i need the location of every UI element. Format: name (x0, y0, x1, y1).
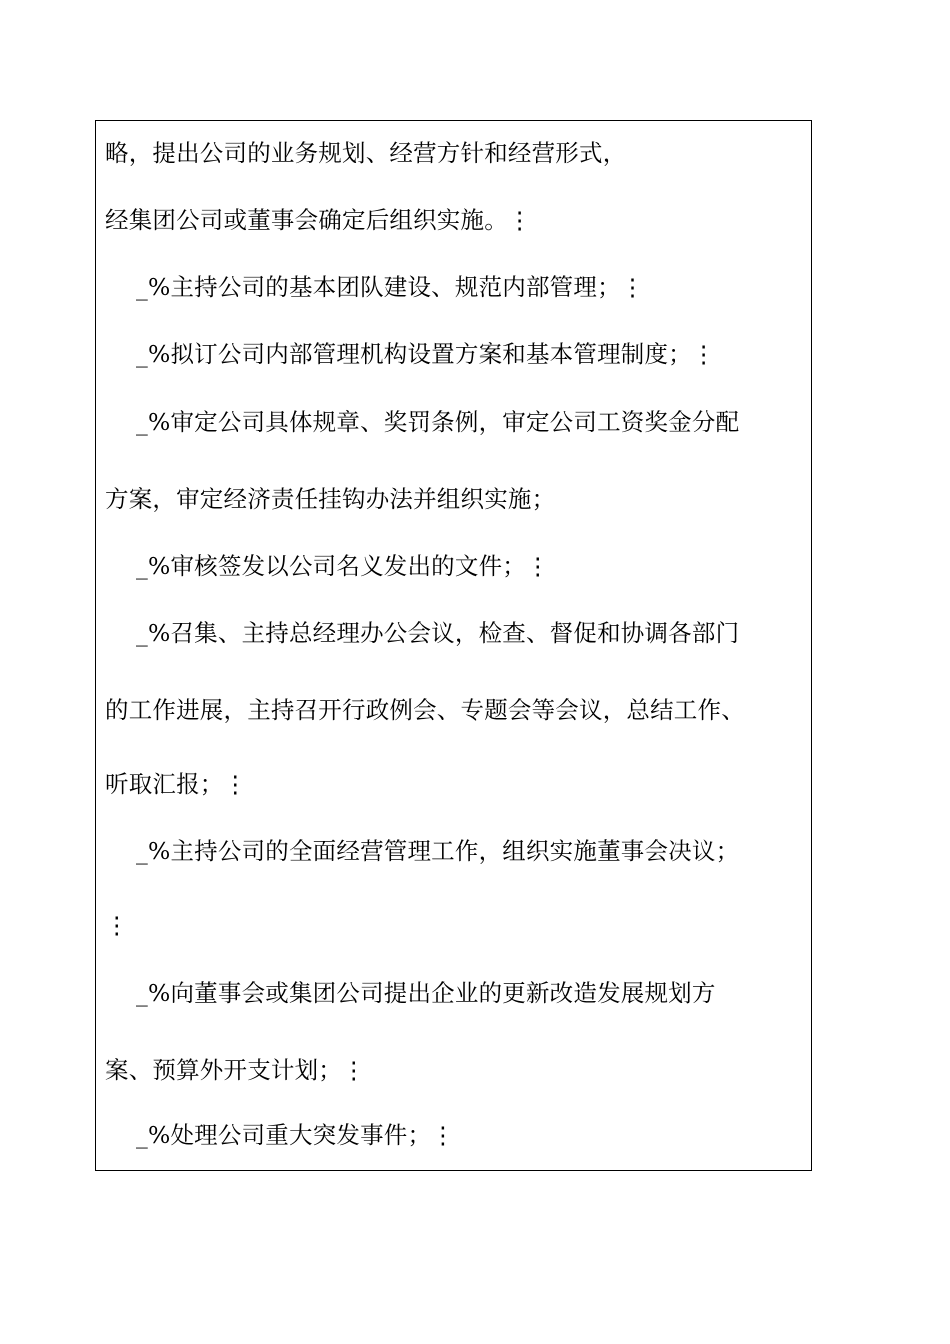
text-line: ⋮ (105, 911, 129, 939)
text-line: _%审核签发以公司名义发出的文件；⋮ (136, 552, 550, 580)
text-line: 听取汇报；⋮ (105, 770, 248, 798)
document-frame (95, 120, 812, 1171)
text-line: 方案，审定经济责任挂钩办法并组织实施； (105, 485, 556, 513)
text-line: 略，提出公司的业务规划、经营方针和经营形式， (105, 139, 627, 167)
text-line: _%主持公司的全面经营管理工作，组织实施董事会决议； (136, 837, 740, 865)
text-line: _%审定公司具体规章、奖罚条例，审定公司工资奖金分配 (136, 408, 740, 436)
text-line: _%处理公司重大突发事件；⋮ (136, 1121, 455, 1149)
text-line: 经集团公司或董事会确定后组织实施。⋮ (105, 206, 532, 234)
text-line: _%召集、主持总经理办公会议，检查、督促和协调各部门 (136, 619, 740, 647)
text-line: _%拟订公司内部管理机构设置方案和基本管理制度；⋮ (136, 340, 716, 368)
text-line: 的工作进展，主持召开行政例会、专题会等会议，总结工作、 (105, 696, 745, 724)
text-line: _%向董事会或集团公司提出企业的更新改造发展规划方 (136, 979, 716, 1007)
text-line: _%主持公司的基本团队建设、规范内部管理；⋮ (136, 273, 645, 301)
text-line: 案、预算外开支计划；⋮ (105, 1056, 366, 1084)
